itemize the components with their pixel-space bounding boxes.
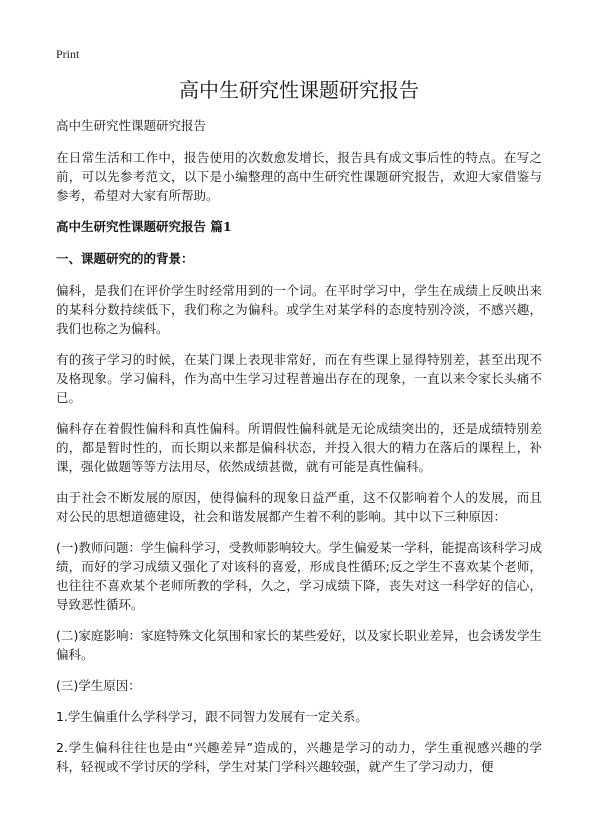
body-paragraph: (三)学生原因：: [56, 678, 141, 693]
body-paragraph: 1.学生偏重什么学科学习，跟不同智力发展有一定关系。: [56, 709, 368, 724]
body-paragraph: (一)教师问题：学生偏科学习，受教师影响较大。学生偏爱某一学科，能提高该科学习成绩，而好的学习成绩又强化了对该科的喜爱，形成良性循环;反之学生不喜欢某个老师，也往往不喜欢某个老师所教的学科，久之，学习成绩下降，丧失对这一科学好的信心，导致恶性循环。: [56, 540, 542, 612]
body-paragraph: 偏科存在着假性偏科和真性偏科。所谓假性偏科就是无论成绩突出的，还是成绩特别差的，都是暂时性的，而长期以来都是偏科状态，并投入很大的精力在落后的课程上，补课，强化做题等等方法用尽，依然成绩甚微，就有可能是真性偏科。: [56, 421, 542, 474]
body-paragraph: 2.学生偏科往往也是由“兴趣差异”造成的，兴趣是学习的动力，学生重视感兴趣的学科，轻视或不学讨厌的学科，学生对某门学科兴趣较强，就产生了学习动力，便: [56, 740, 542, 774]
intro-paragraph: 在日常生活和工作中，报告使用的次数愈发增长，报告具有成文事后性的特点。在写之前，可以先参考范文，以下是小编整理的高中生研究性课题研究报告，欢迎大家借鉴与参考，希望对大家有所帮助。: [56, 150, 542, 203]
section-title: 高中生研究性课题研究报告 篇1: [56, 219, 232, 234]
heading-background: 一、课题研究的的背景：: [56, 251, 194, 266]
body-paragraph: 偏科，是我们在评价学生时经常用到的一个词。在平时学习中，学生在成绩上反映出来的某科分数持续低下，我们称之为偏科。或学生对某学科的态度特别冷淡，不感兴趣，我们也称之为偏科。: [56, 283, 542, 336]
body-paragraph: 有的孩子学习的时候，在某门课上表现非常好，而在有些课上显得特别差，甚至出现不及格现象。学习偏科，作为高中生学习过程普遍出存在的现象，一直以来令家长头痛不已。: [56, 352, 542, 405]
print-label: Print: [56, 47, 80, 61]
body-paragraph: 由于社会不断发展的原因，使得偏科的现象日益严重，这不仅影响着个人的发展，而且对公民的思想道德建设，社会和谐发展都产生着不利的影响。其中以下三种原因：: [56, 490, 542, 524]
document-title: 高中生研究性课题研究报告: [179, 78, 419, 102]
body-paragraph: (二)家庭影响：家庭特殊文化氛围和家长的某些爱好，以及家长职业差异，也会诱发学生偏科。: [56, 628, 542, 662]
document-subtitle: 高中生研究性课题研究报告: [56, 118, 207, 133]
